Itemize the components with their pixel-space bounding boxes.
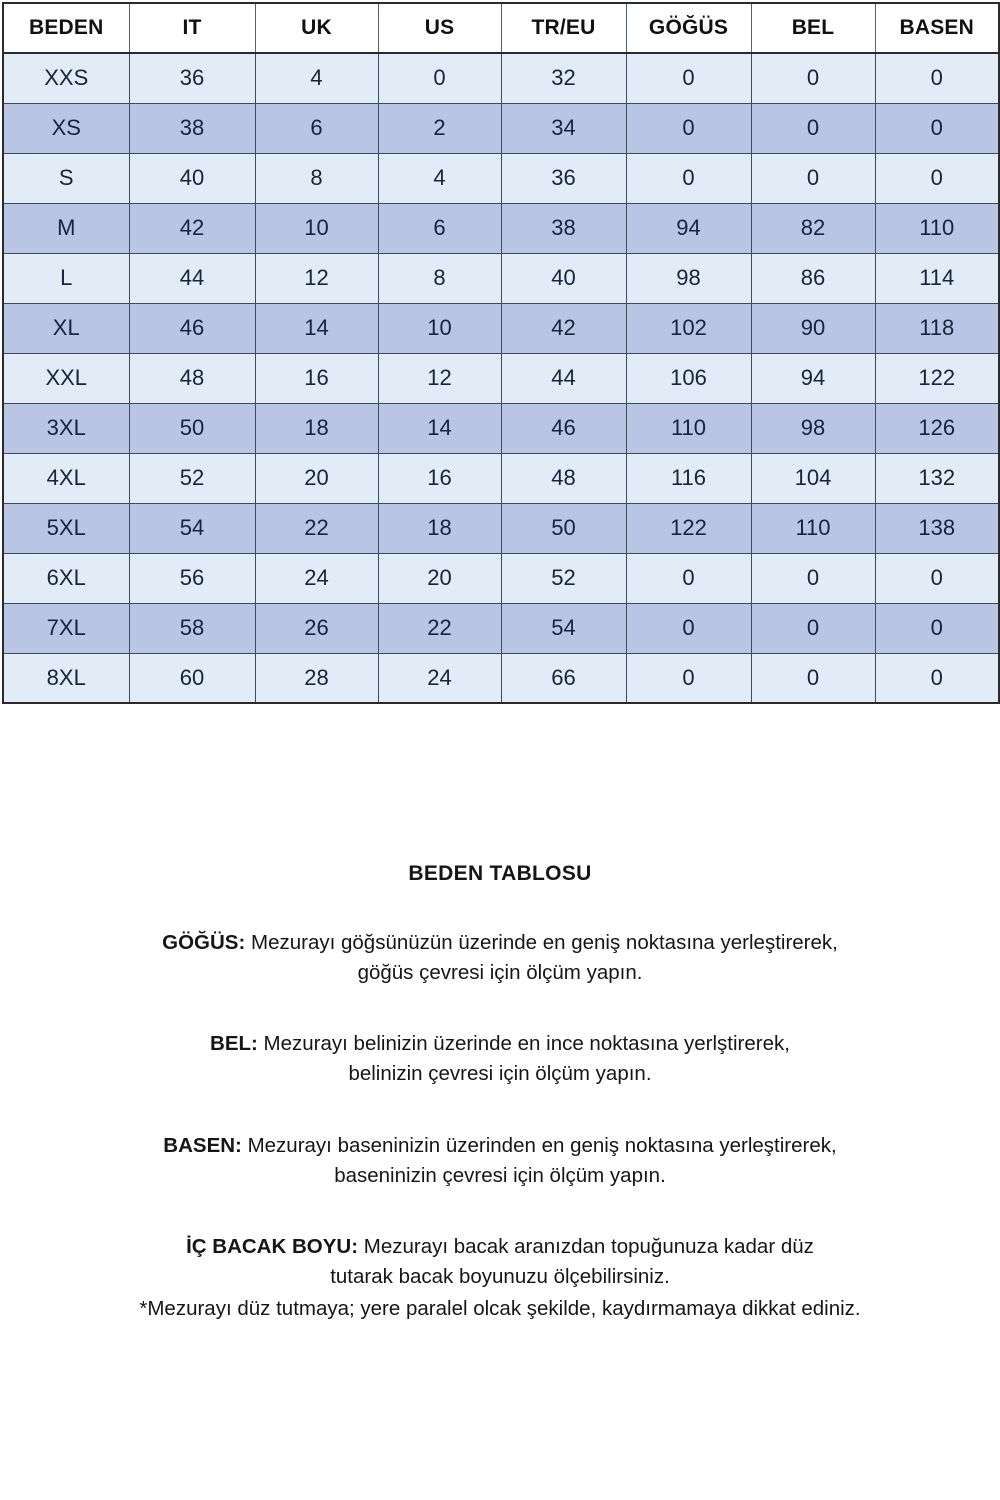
cell-beden: L <box>3 253 129 303</box>
cell-uk: 28 <box>255 653 378 703</box>
cell-bel: 0 <box>751 653 875 703</box>
cell-it: 54 <box>129 503 255 553</box>
cell-treu: 54 <box>501 603 626 653</box>
cell-uk: 10 <box>255 203 378 253</box>
cell-us: 20 <box>378 553 501 603</box>
cell-gogus: 98 <box>626 253 751 303</box>
cell-it: 48 <box>129 353 255 403</box>
note-label: İÇ BACAK BOYU: <box>186 1235 359 1259</box>
size-chart-table <box>2 2 1000 704</box>
cell-us: 4 <box>378 153 501 203</box>
cell-uk: 12 <box>255 253 378 303</box>
cell-us: 0 <box>378 53 501 103</box>
column-header-basen: BASEN <box>875 3 999 53</box>
note-line-1: Mezurayı belinizin üzerinde en ince noktasına yerlştirerek, <box>257 1032 790 1056</box>
cell-gogus: 0 <box>626 653 751 703</box>
cell-basen: 0 <box>875 603 999 653</box>
cell-gogus: 102 <box>626 303 751 353</box>
cell-us: 14 <box>378 403 501 453</box>
cell-us: 18 <box>378 503 501 553</box>
column-header-uk: UK <box>255 3 378 53</box>
cell-beden: 7XL <box>3 603 129 653</box>
notes-block-list <box>0 928 1000 1323</box>
table-header <box>3 3 999 53</box>
cell-bel: 0 <box>751 553 875 603</box>
cell-treu: 46 <box>501 403 626 453</box>
cell-uk: 6 <box>255 103 378 153</box>
cell-uk: 8 <box>255 153 378 203</box>
cell-basen: 0 <box>875 553 999 603</box>
note-line-1: Mezurayı bacak aranızdan topuğunuza kadar düz <box>358 1235 814 1259</box>
cell-basen: 118 <box>875 303 999 353</box>
note-block <box>0 1232 1000 1323</box>
cell-uk: 20 <box>255 453 378 503</box>
cell-us: 22 <box>378 603 501 653</box>
note-line-1: Mezurayı göğsünüzün üzerinde en geniş noktasına yerleştirerek, <box>245 931 838 954</box>
cell-treu: 40 <box>501 253 626 303</box>
column-header-it: IT <box>129 3 255 53</box>
cell-basen: 126 <box>875 403 999 453</box>
note-label: BASEN: <box>163 1133 242 1157</box>
table-row <box>3 353 999 403</box>
cell-gogus: 0 <box>626 603 751 653</box>
note-line-2: göğüs çevresi için ölçüm yapın. <box>357 960 643 984</box>
cell-it: 56 <box>129 553 255 603</box>
cell-treu: 38 <box>501 203 626 253</box>
cell-bel: 0 <box>751 53 875 103</box>
cell-gogus: 116 <box>626 453 751 503</box>
cell-bel: 0 <box>751 603 875 653</box>
cell-treu: 44 <box>501 353 626 403</box>
table-row <box>3 403 999 453</box>
note-line-1: Mezurayı baseninizin üzerinden en geniş noktasına yerleştirerek, <box>241 1133 837 1157</box>
cell-basen: 132 <box>875 453 999 503</box>
cell-treu: 50 <box>501 503 626 553</box>
cell-treu: 36 <box>501 153 626 203</box>
table-row <box>3 203 999 253</box>
cell-gogus: 106 <box>626 353 751 403</box>
cell-it: 38 <box>129 103 255 153</box>
note-label: GÖĞÜS: <box>162 931 246 954</box>
cell-it: 46 <box>129 303 255 353</box>
cell-bel: 0 <box>751 103 875 153</box>
cell-treu: 34 <box>501 103 626 153</box>
cell-us: 10 <box>378 303 501 353</box>
measurement-instructions <box>0 862 1000 1323</box>
cell-it: 40 <box>129 153 255 203</box>
cell-gogus: 0 <box>626 553 751 603</box>
cell-treu: 42 <box>501 303 626 353</box>
column-header-bel: BEL <box>751 3 875 53</box>
cell-basen: 110 <box>875 203 999 253</box>
cell-beden: 6XL <box>3 553 129 603</box>
cell-beden: S <box>3 153 129 203</box>
column-header-gogus: GÖĞÜS <box>626 3 751 53</box>
cell-bel: 86 <box>751 253 875 303</box>
cell-bel: 82 <box>751 203 875 253</box>
note-label: BEL: <box>210 1032 258 1056</box>
cell-it: 44 <box>129 253 255 303</box>
note-line-2: belinizin çevresi için ölçüm yapın. <box>348 1062 652 1086</box>
table-row <box>3 103 999 153</box>
cell-uk: 18 <box>255 403 378 453</box>
cell-us: 6 <box>378 203 501 253</box>
cell-basen: 0 <box>875 103 999 153</box>
cell-beden: 4XL <box>3 453 129 503</box>
cell-basen: 122 <box>875 353 999 403</box>
cell-bel: 110 <box>751 503 875 553</box>
cell-beden: XXL <box>3 353 129 403</box>
cell-uk: 22 <box>255 503 378 553</box>
note-block <box>0 1029 1000 1088</box>
cell-uk: 16 <box>255 353 378 403</box>
cell-bel: 98 <box>751 403 875 453</box>
cell-us: 16 <box>378 453 501 503</box>
cell-it: 50 <box>129 403 255 453</box>
table-row <box>3 53 999 103</box>
cell-beden: M <box>3 203 129 253</box>
table-row <box>3 153 999 203</box>
cell-gogus: 0 <box>626 153 751 203</box>
cell-basen: 114 <box>875 253 999 303</box>
cell-gogus: 110 <box>626 403 751 453</box>
note-block <box>0 928 1000 987</box>
note-line-2: baseninizin çevresi için ölçüm yapın. <box>334 1163 666 1187</box>
cell-it: 36 <box>129 53 255 103</box>
cell-beden: 3XL <box>3 403 129 453</box>
cell-treu: 32 <box>501 53 626 103</box>
cell-treu: 52 <box>501 553 626 603</box>
note-first-line <box>60 1029 940 1059</box>
cell-gogus: 0 <box>626 103 751 153</box>
size-chart-table-container <box>2 2 998 704</box>
cell-basen: 138 <box>875 503 999 553</box>
table-body <box>3 53 999 703</box>
table-row <box>3 503 999 553</box>
cell-it: 52 <box>129 453 255 503</box>
table-row <box>3 653 999 703</box>
note-first-line <box>60 1131 940 1161</box>
column-header-beden: BEDEN <box>3 3 129 53</box>
table-row <box>3 603 999 653</box>
cell-beden: XS <box>3 103 129 153</box>
table-header-row <box>3 3 999 53</box>
cell-bel: 104 <box>751 453 875 503</box>
cell-uk: 4 <box>255 53 378 103</box>
cell-treu: 48 <box>501 453 626 503</box>
note-first-line <box>60 1232 940 1262</box>
note-footnote: *Mezurayı düz tutmaya; yere paralel olcak şekilde, kaydırmamaya dikkat ediniz. <box>139 1296 861 1320</box>
cell-gogus: 94 <box>626 203 751 253</box>
cell-it: 42 <box>129 203 255 253</box>
column-header-us: US <box>378 3 501 53</box>
table-row <box>3 253 999 303</box>
cell-us: 8 <box>378 253 501 303</box>
cell-beden: XXS <box>3 53 129 103</box>
note-first-line <box>60 928 940 958</box>
cell-beden: 8XL <box>3 653 129 703</box>
cell-beden: XL <box>3 303 129 353</box>
note-line-2: tutarak bacak boyunuzu ölçebilirsiniz. <box>330 1265 670 1289</box>
cell-basen: 0 <box>875 653 999 703</box>
cell-beden: 5XL <box>3 503 129 553</box>
cell-bel: 90 <box>751 303 875 353</box>
table-row <box>3 303 999 353</box>
note-block <box>0 1131 1000 1190</box>
cell-us: 24 <box>378 653 501 703</box>
notes-title: BEDEN TABLOSU <box>408 862 592 885</box>
cell-it: 60 <box>129 653 255 703</box>
cell-us: 2 <box>378 103 501 153</box>
table-row <box>3 453 999 503</box>
cell-it: 58 <box>129 603 255 653</box>
cell-gogus: 0 <box>626 53 751 103</box>
cell-basen: 0 <box>875 53 999 103</box>
table-row <box>3 553 999 603</box>
cell-uk: 14 <box>255 303 378 353</box>
cell-bel: 0 <box>751 153 875 203</box>
cell-bel: 94 <box>751 353 875 403</box>
cell-uk: 24 <box>255 553 378 603</box>
cell-gogus: 122 <box>626 503 751 553</box>
column-header-treu: TR/EU <box>501 3 626 53</box>
cell-basen: 0 <box>875 153 999 203</box>
cell-us: 12 <box>378 353 501 403</box>
cell-treu: 66 <box>501 653 626 703</box>
cell-uk: 26 <box>255 603 378 653</box>
